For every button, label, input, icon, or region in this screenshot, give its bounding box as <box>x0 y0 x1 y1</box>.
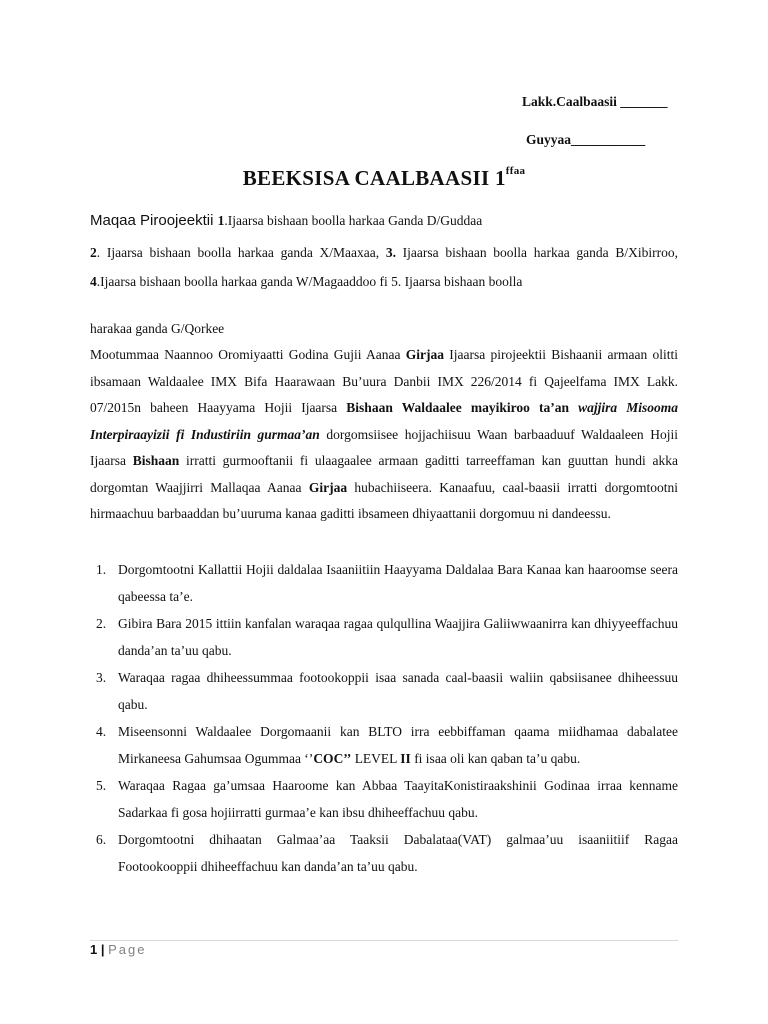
list-item-text: Dorgomtootni dhihaatan Galmaa’aa Taaksii Dabalataa(VAT) galmaa’uu isaaniitiif Ragaa Footookooppii dhiheeffachuu kan danda’an ta’uu qabu. <box>118 832 678 874</box>
list-item <box>90 773 678 826</box>
list-item <box>90 665 678 718</box>
project-item-4: .Ijaarsa bishaan boolla harkaa ganda W/Magaaddoo fi 5. Ijaarsa bishaan boolla <box>96 274 523 289</box>
list-item <box>90 557 678 610</box>
document-title <box>0 166 768 191</box>
project-num-3: 3. <box>385 245 396 260</box>
list-number: 6. <box>96 832 107 847</box>
title-text: BEEKSISA CAALBAASII 1 <box>242 166 506 190</box>
list-number: 1. <box>96 562 107 577</box>
project-list-paragraph <box>90 238 678 296</box>
body-bold-girjaa: Girjaa <box>405 347 444 362</box>
list-item-text-a: Miseensonni Waldaalee Dorgomaanii kan BLTO irra eebbiffaman qaama miidhamaa dabalatee Mirkaneesa Gahumsaa Ogummaa ‘’ <box>118 724 678 766</box>
reference-number: Lakk.Caalbaasii _______ <box>522 94 668 109</box>
list-number: 4. <box>96 724 107 739</box>
body-space <box>569 400 578 415</box>
list-number: 2. <box>96 616 107 631</box>
project-item-5: harakaa ganda G/Qorkee <box>90 321 225 336</box>
list-item-bold-coc: COC’’ <box>313 750 352 766</box>
list-item-text: Gibira Bara 2015 ittiin kanfalan waraqaa ragaa qulqullina Waajjira Galiiwwaanirra kan dhiyyeeffachuu danda’an ta’uu qabu. <box>118 616 678 658</box>
list-item-text-c: LEVEL <box>351 750 401 766</box>
project-num-1: 1 <box>217 213 225 228</box>
body-text-3: dorgomsiisee hojjachiisuu Waan barbaaduuf Waldaaleen Hojii Ijaarsa <box>90 426 678 468</box>
project-item-2: . Ijaarsa bishaan boolla harkaa ganda X/Maaxaa, <box>96 245 386 260</box>
page-footer <box>90 942 146 957</box>
page-label: Page <box>108 942 147 957</box>
list-item-text-e: fi isaa oli kan qaban ta’u qabu. <box>410 750 581 766</box>
body-text-1: Mootummaa Naannoo Oromiyaatti Godina Gujii Aanaa <box>90 347 406 362</box>
list-item-bold-level: II <box>400 750 411 766</box>
body-bold-waldaalee: Bishaan Waldaalee mayikiroo ta’an <box>346 400 569 415</box>
list-item <box>90 827 678 880</box>
body-text-2: Ijaarsa pirojeektii Bishaanii armaan olitti ibsamaan Waldaalee IMX Bifa Haarawaan Bu’uura Danbii IMX 226/2014 fi Qajeelfama IMX Lakk. 07/2015n baheen Haayyama Hojii Ijaarsa <box>90 347 678 415</box>
title-superscript: ffaa <box>505 165 526 177</box>
body-bold-girjaa-2: Girjaa <box>308 479 348 495</box>
project-item-1: .Ijaarsa bishaan boolla harkaa Ganda D/Guddaa <box>224 213 483 228</box>
footer-separator: | <box>97 942 109 957</box>
body-bold-bishaan: Bishaan <box>132 453 180 468</box>
list-item-text: Dorgomtootni Kallattii Hojii daldalaa Isaaniitiin Haayyama Daldalaa Bara Kanaa kan haaroomse seera qabeessa ta’e. <box>118 562 678 604</box>
date-field: Guyyaa___________ <box>526 132 646 147</box>
project-num-2: 2 <box>90 245 97 260</box>
list-item <box>90 611 678 664</box>
project-num-4: 4 <box>90 274 97 289</box>
body-text-5: hubachiiseera. Kanaafuu, caal-baasii irratti dorgomtootni hirmaachuu barbaaddan bu’uuruma kanaa gaditti ibsameen dhiyaattanii dorgomuu ni dandeessu. <box>90 479 678 521</box>
list-item-text: Waraqaa ragaa dhiheessummaa footookoppii isaa sanada caal-baasii waliin qabsiisanee dhiheessuu qabu. <box>118 670 678 712</box>
body-bold-italic-wajjira: wajjira Misooma Interpiraayizii fi Industiriin gurmaa’an <box>90 400 678 442</box>
body-text-4: irratti gurmooftanii fi ulaagaalee armaan gaditti tarreeffaman kan guuttan hundi akka dorgomtan Waajjirri Mallaqaa Aanaa <box>90 453 678 495</box>
list-item <box>90 719 678 772</box>
requirements-list <box>90 557 678 881</box>
body-paragraph <box>90 342 678 528</box>
list-item-text: Waraqaa Ragaa ga’umsaa Haaroome kan Abbaa TaayitaKonistiraakshinii Godinaa irraa kenname Sadarkaa fi gosa hojiirratti gurmaa’e kan ibsu dhiheeffachuu qabu. <box>118 778 678 820</box>
project-label: Maqaa Piroojeektii <box>90 212 218 229</box>
project-item-3: Ijaarsa bishaan boolla harkaa ganda B/Xibirroo, <box>395 245 678 260</box>
footer-divider <box>90 940 678 941</box>
list-number: 3. <box>96 670 107 685</box>
page-number: 1 <box>90 942 98 957</box>
project-name-line <box>90 208 678 235</box>
list-number: 5. <box>96 778 107 793</box>
